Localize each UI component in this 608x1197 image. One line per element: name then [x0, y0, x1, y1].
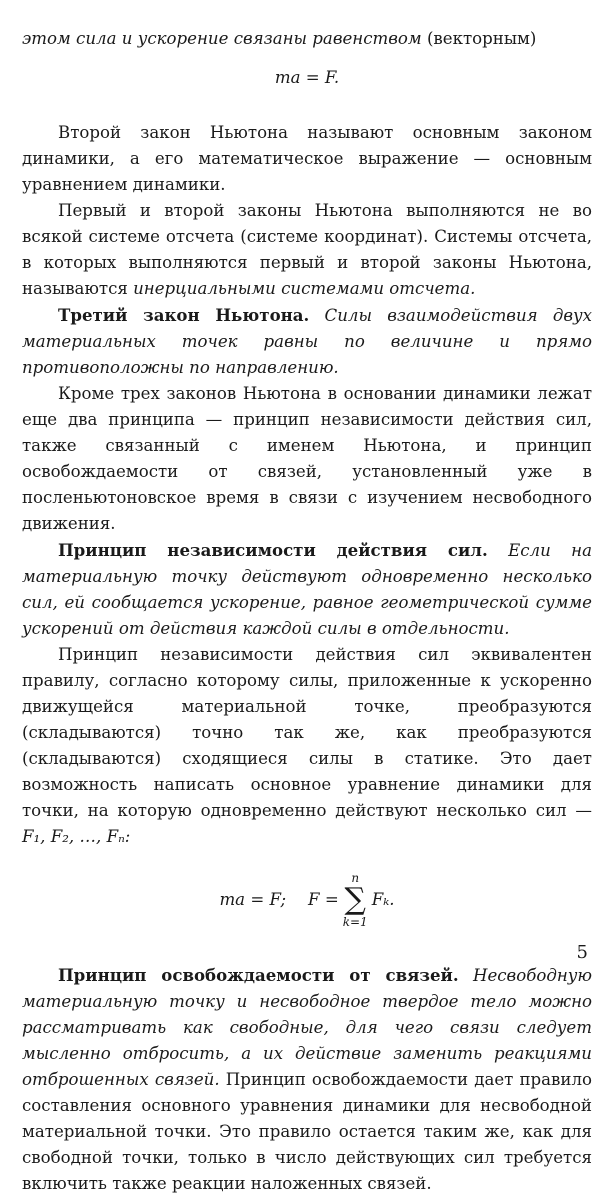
formula-newton-second-law: ma = F.	[274, 68, 340, 87]
sigma-icon: ∑	[344, 882, 366, 917]
release-principle-explanation: Принцип освобождаемости дает правило составления основного уравнения динамики для несвободной материальной точки. Это правило остается таким же, как для свободной точки, только в число действующих сил требуется включить также реакции наложенных связей.	[22, 1070, 592, 1193]
intro-italic-text: этом сила и ускорение связаны равенством	[22, 29, 422, 48]
third-law-statement: Силы взаимодействия двух материальных точек равны по величине и прямо противоположны по направлению.	[22, 306, 592, 377]
formula-superposition	[22, 850, 592, 950]
summation-term: Fₖ.	[371, 890, 395, 909]
summation-sign	[343, 871, 368, 929]
inertial-frames-text: Первый и второй законы Ньютона выполняются не во всякой системе отсчета (системе координат). Системы отсчета, в которых выполняются первый и второй законы Ньютона, называются	[22, 201, 592, 298]
paragraph-inertial-frames	[22, 198, 592, 302]
formula-superposition-left: ma = F;	[219, 890, 287, 909]
paragraph-third-law	[22, 302, 592, 381]
paragraph-intro-continuation	[22, 26, 592, 52]
summation-upper-limit: n	[351, 871, 360, 885]
paragraph-independence-principle	[22, 537, 592, 642]
summation-lower-limit: k=1	[342, 915, 368, 929]
intro-plain-text: (векторным)	[426, 29, 537, 48]
formula-superposition-right: F =	[308, 890, 339, 909]
release-principle-statement: Несвободную материальную точку и несвободное твердое тело можно рассматривать как свободные, для чего связи следует мысленно отбросить, а их действие заменить реакциями отброшенных связей.	[22, 966, 593, 1089]
release-principle-heading: Принцип освобождаемости от связей.	[58, 965, 459, 985]
independence-principle-statement: Если на материальную точку действуют одновременно несколько сил, ей сообщается ускорение, равное геометрической сумме ускорений от действия каждой силы в отдельности.	[22, 541, 592, 638]
paragraph-independence-explanation	[22, 642, 592, 850]
paragraph-second-law: Второй закон Ньютона называют основным законом динамики, а его математическое выражение — основным уравнением динамики.	[22, 123, 592, 194]
page-body	[22, 26, 592, 1197]
paragraph-two-principles: Кроме трех законов Ньютона в основании динамики лежат еще два принципа — принцип независимости действия сил, также связанный с именем Ньютона, и принцип освобождаемости от связей, установленный уже в посленьютоновское время в связи с изучением несвободного движения.	[22, 384, 592, 533]
independence-explanation-text: Принцип независимости действия сил эквивалентен правилу, согласно которому силы, приложенные к ускоренно движущейся материальной точке, преобразуются (складываются) точно так же, как преобразуются (складываются) сходящиеся силы в статике. Это дает возможность написать основное уравнение динамики для точки, на которую одновременно действуют несколько сил —	[22, 645, 592, 820]
paragraph-release-principle	[22, 962, 592, 1197]
page-number: 5	[576, 942, 588, 963]
inertial-frames-term: инерциальными системами отсчета.	[133, 279, 476, 298]
independence-principle-heading: Принцип независимости действия сил.	[58, 540, 488, 560]
forces-list: F₁, F₂, …, Fₙ:	[22, 827, 131, 846]
third-law-heading: Третий закон Ньютона.	[58, 305, 310, 325]
